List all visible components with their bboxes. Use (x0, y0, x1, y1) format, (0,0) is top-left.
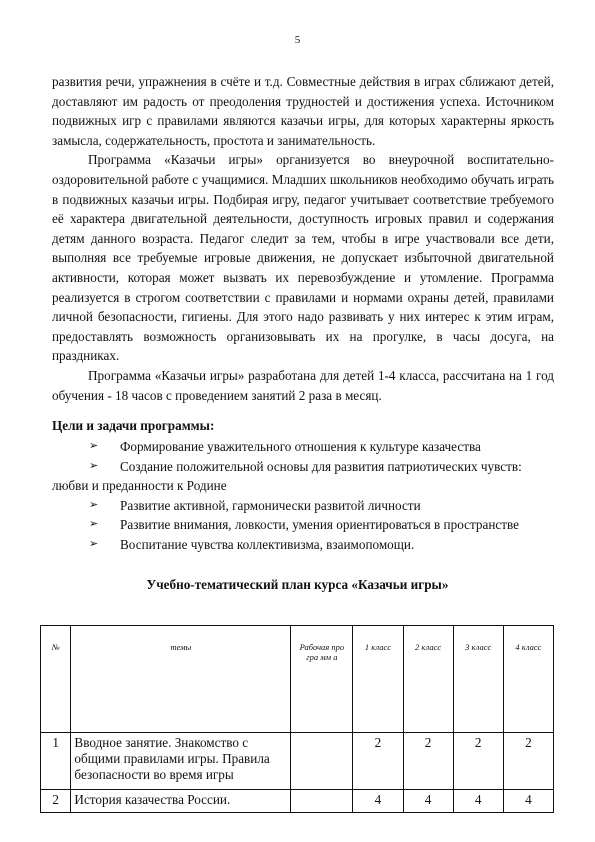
arrow-bullet-icon: ➢ (89, 498, 99, 511)
goal-item: ➢ Развитие внимания, ловкости, умения ориентироваться в пространстве (52, 515, 554, 535)
goals-title: Цели и задачи программы: (52, 418, 215, 433)
goal-item: ➢ Формирование уважительного отношения к культуре казачества (52, 437, 554, 457)
header-grade-1: 1 класс (353, 626, 403, 733)
header-grade-4: 4 класс (503, 626, 553, 733)
paragraph-3: Программа «Казачьи игры» разработана для детей 1-4 класса, рассчитана на 1 год обучения - 18 часов с проведением занятий 2 раза в месяц. (52, 367, 554, 403)
arrow-bullet-icon: ➢ (89, 440, 99, 452)
body-text (52, 72, 554, 405)
header-topic: темы (71, 626, 291, 733)
arrow-bullet-icon: ➢ (89, 518, 99, 531)
paragraph-1: развития речи, упражнения в счёте и т.д. Совместные действия в играх сближают детей, доставляют им радость от преодоления трудностей и достижения успеха. Источником подвижных игр с правилами являются казачьи игры, для которых характерны яркость замысла, содержательность, простота и занимательность. (52, 74, 554, 148)
goals-list (52, 437, 554, 555)
plan-title: Учебно-тематический план курса «Казачьи игры» (146, 577, 449, 592)
header-grade-2: 2 класс (403, 626, 453, 733)
arrow-bullet-icon: ➢ (89, 459, 99, 472)
table-row: 2 История казачества России. 4 4 4 4 (41, 790, 554, 813)
goal-item-continuation: любви и преданности к Родине (52, 478, 227, 494)
header-grade-3: 3 класс (453, 626, 503, 733)
header-hours: Рабочая про гра мм а (291, 626, 353, 733)
goal-item: ➢ Воспитание чувства коллективизма, взаимопомощи. (52, 535, 554, 555)
table-header-row (41, 626, 554, 733)
paragraph-2: Программа «Казачьи игры» организуется во внеурочной воспитательно-оздоровительной работе с учащимися. Младших школьников необходимо обучать играть в подвижных казачьи игры. Подбирая игру, педагог учитывает соответствие требуемого её характера двигательной деятельности, доступность игровых правил и содержания детям данного возраста. Педагог следит за тем, чтобы в игре участвовали все дети, выполняя все требуемые игровые движения, не допускает избыточной двигательной активности, которая может вызвать их перевозбуждение и утомление. Программа реализуется в строгом соответствии с правилами и нормами охраны детей, правилами личной безопасности, гигиены. Для этого надо развивать у них интерес к этим играм, предоставлять возможность организовывать их на прогулке, в часы досуга, на праздниках. (52, 152, 554, 364)
plan-table (40, 625, 554, 813)
goal-item: ➢ Развитие активной, гармонически развитой личности (52, 496, 554, 516)
page-number: 5 (294, 34, 301, 46)
table-row: 1 Вводное занятие. Знакомство с общими правилами игры. Правила безопасности во время игры 2 2 2 2 (41, 733, 554, 790)
goal-item: ➢ Создание положительной основы для развития патриотических чувств: (52, 457, 554, 477)
header-num: № (41, 626, 71, 733)
arrow-bullet-icon: ➢ (89, 537, 99, 550)
